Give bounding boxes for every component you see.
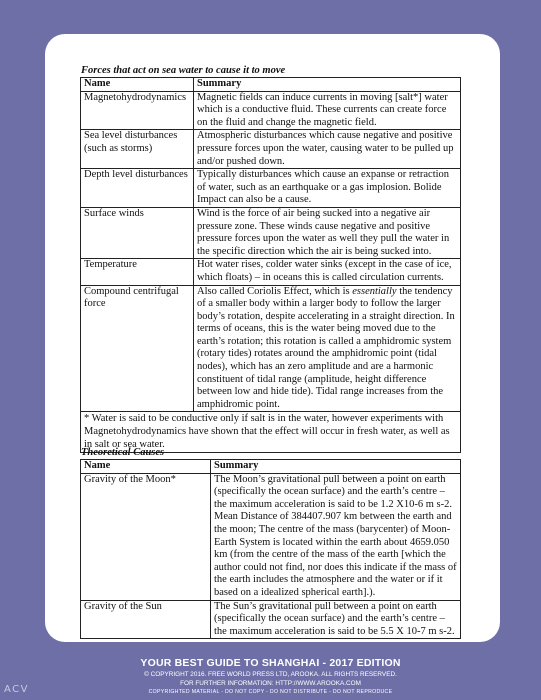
table-row: [81, 169, 461, 208]
header-summary: Summary: [194, 78, 461, 92]
table-row: [81, 285, 461, 412]
table-header-row: [81, 460, 461, 474]
table-row: [81, 91, 461, 130]
row-name: Temperature: [81, 259, 194, 285]
row-summary: Magnetic fields can induce currents in moving [salt*] water which is a conductive fluid. These currents can create force on the fluid and change the magnetic field.: [194, 91, 461, 130]
footer-copyright: © COPYRIGHT 2016. FREE WORLD PRESS LTD, AROOKA. ALL RIGHTS RESERVED.: [144, 671, 397, 678]
section-title-causes: Theoretical Causes: [81, 447, 165, 458]
row-name: Depth level disturbances: [81, 169, 194, 208]
footer-title: YOUR BEST GUIDE TO SHANGHAI - 2017 EDITION: [140, 657, 401, 669]
table-row: [81, 130, 461, 169]
summary-text: Also called Coriolis Effect, which is: [197, 285, 353, 297]
row-name: Surface winds: [81, 207, 194, 258]
footer-notice: COPYRIGHTED MATERIAL - DO NOT COPY - DO NOT DISTRIBUTE - DO NOT REPRODUCE: [148, 689, 393, 695]
row-summary: Wind is the force of air being sucked into a negative air pressure zone. These winds cause negative and positive pressure forces upon the water as well they pull the water in the specific direction which the air is being sucked into.: [194, 207, 461, 258]
summary-text: the tendency of a smaller body within a larger body to follow the larger body’s rotation, despite accelerating in a straight direction. In terms of oceans, this is the water being moved due to the earth’s rotation; this rotation is called a amphidromic system (rotary tides) rotates around the amphidromic point (tidal nodes), which has an zero amplitude and are a harmonic constituent of tidal range (amplitude, height difference between low and hide tide). Tidal range increases from the amphidromic point.: [197, 285, 455, 410]
header-name: Name: [81, 460, 211, 474]
row-summary: Atmospheric disturbances which cause negative and positive pressure forces upon the water, causing water to be pulled up and/or pushed down.: [194, 130, 461, 169]
signature-mark: ACV: [4, 684, 29, 695]
table-footnote: * Water is said to be conductive only if salt is in the water, however experiments with Magnetohydrodynamics have shown that the effect will occur in fresh water, as well as in salt or sea water.: [81, 412, 461, 453]
row-name: Gravity of the Moon*: [81, 473, 211, 600]
section-title-forces: Forces that act on sea water to cause it to move: [81, 65, 286, 76]
row-summary: Hot water rises, colder water sinks (except in the case of ice, which floats) – in oceans this is called circulation currents.: [194, 259, 461, 285]
row-summary: Typically disturbances which cause an expanse or retraction of water, such as an earthquake or a gas implosion. Bolide Impact can also be a cause.: [194, 169, 461, 208]
row-summary: [194, 285, 461, 412]
row-summary: [211, 473, 461, 600]
causes-table: [80, 459, 461, 639]
table-row: [81, 259, 461, 285]
row-name: Sea level disturbances (such as storms): [81, 130, 194, 169]
row-name: Gravity of the Sun: [81, 600, 211, 639]
header-summary: Summary: [211, 460, 461, 474]
row-summary: The Sun’s gravitational pull between a point on earth (specifically the ocean surface) and the earth’s centre – the maximum acceleration is said to be 5.5 X 10-7 m s-2.: [211, 600, 461, 639]
row-name: Compound centrifugal force: [81, 285, 194, 412]
table-row: [81, 473, 461, 600]
forces-table: [80, 77, 461, 453]
summary-paragraph: Mean Distance of 384407.907 km between the earth and the moon; The centre of the mass (barycenter) of Moon-Earth System is located within the earth about 4659.050 km (from the centre of the mass of the earth [which the author could not find, nor does this indicate if the mass of the earth includes the atmosphere and the water or if it based on a idealized spherical earth].).: [214, 511, 457, 598]
table-row: [81, 600, 461, 639]
footer-info: FOR FURTHER INFORMATION: HTTP://WWW.AROOKA.COM: [180, 680, 361, 687]
summary-emphasis: essentially: [352, 285, 397, 297]
table-row: [81, 207, 461, 258]
header-name: Name: [81, 78, 194, 92]
summary-paragraph: The Moon’s gravitational pull between a point on earth (specifically the ocean surface) and the earth’s centre – the maximum acceleration is said to be 1.2 X10-6 m s-2.: [214, 473, 452, 510]
table-header-row: [81, 78, 461, 92]
row-name: Magnetohydrodynamics: [81, 91, 194, 130]
